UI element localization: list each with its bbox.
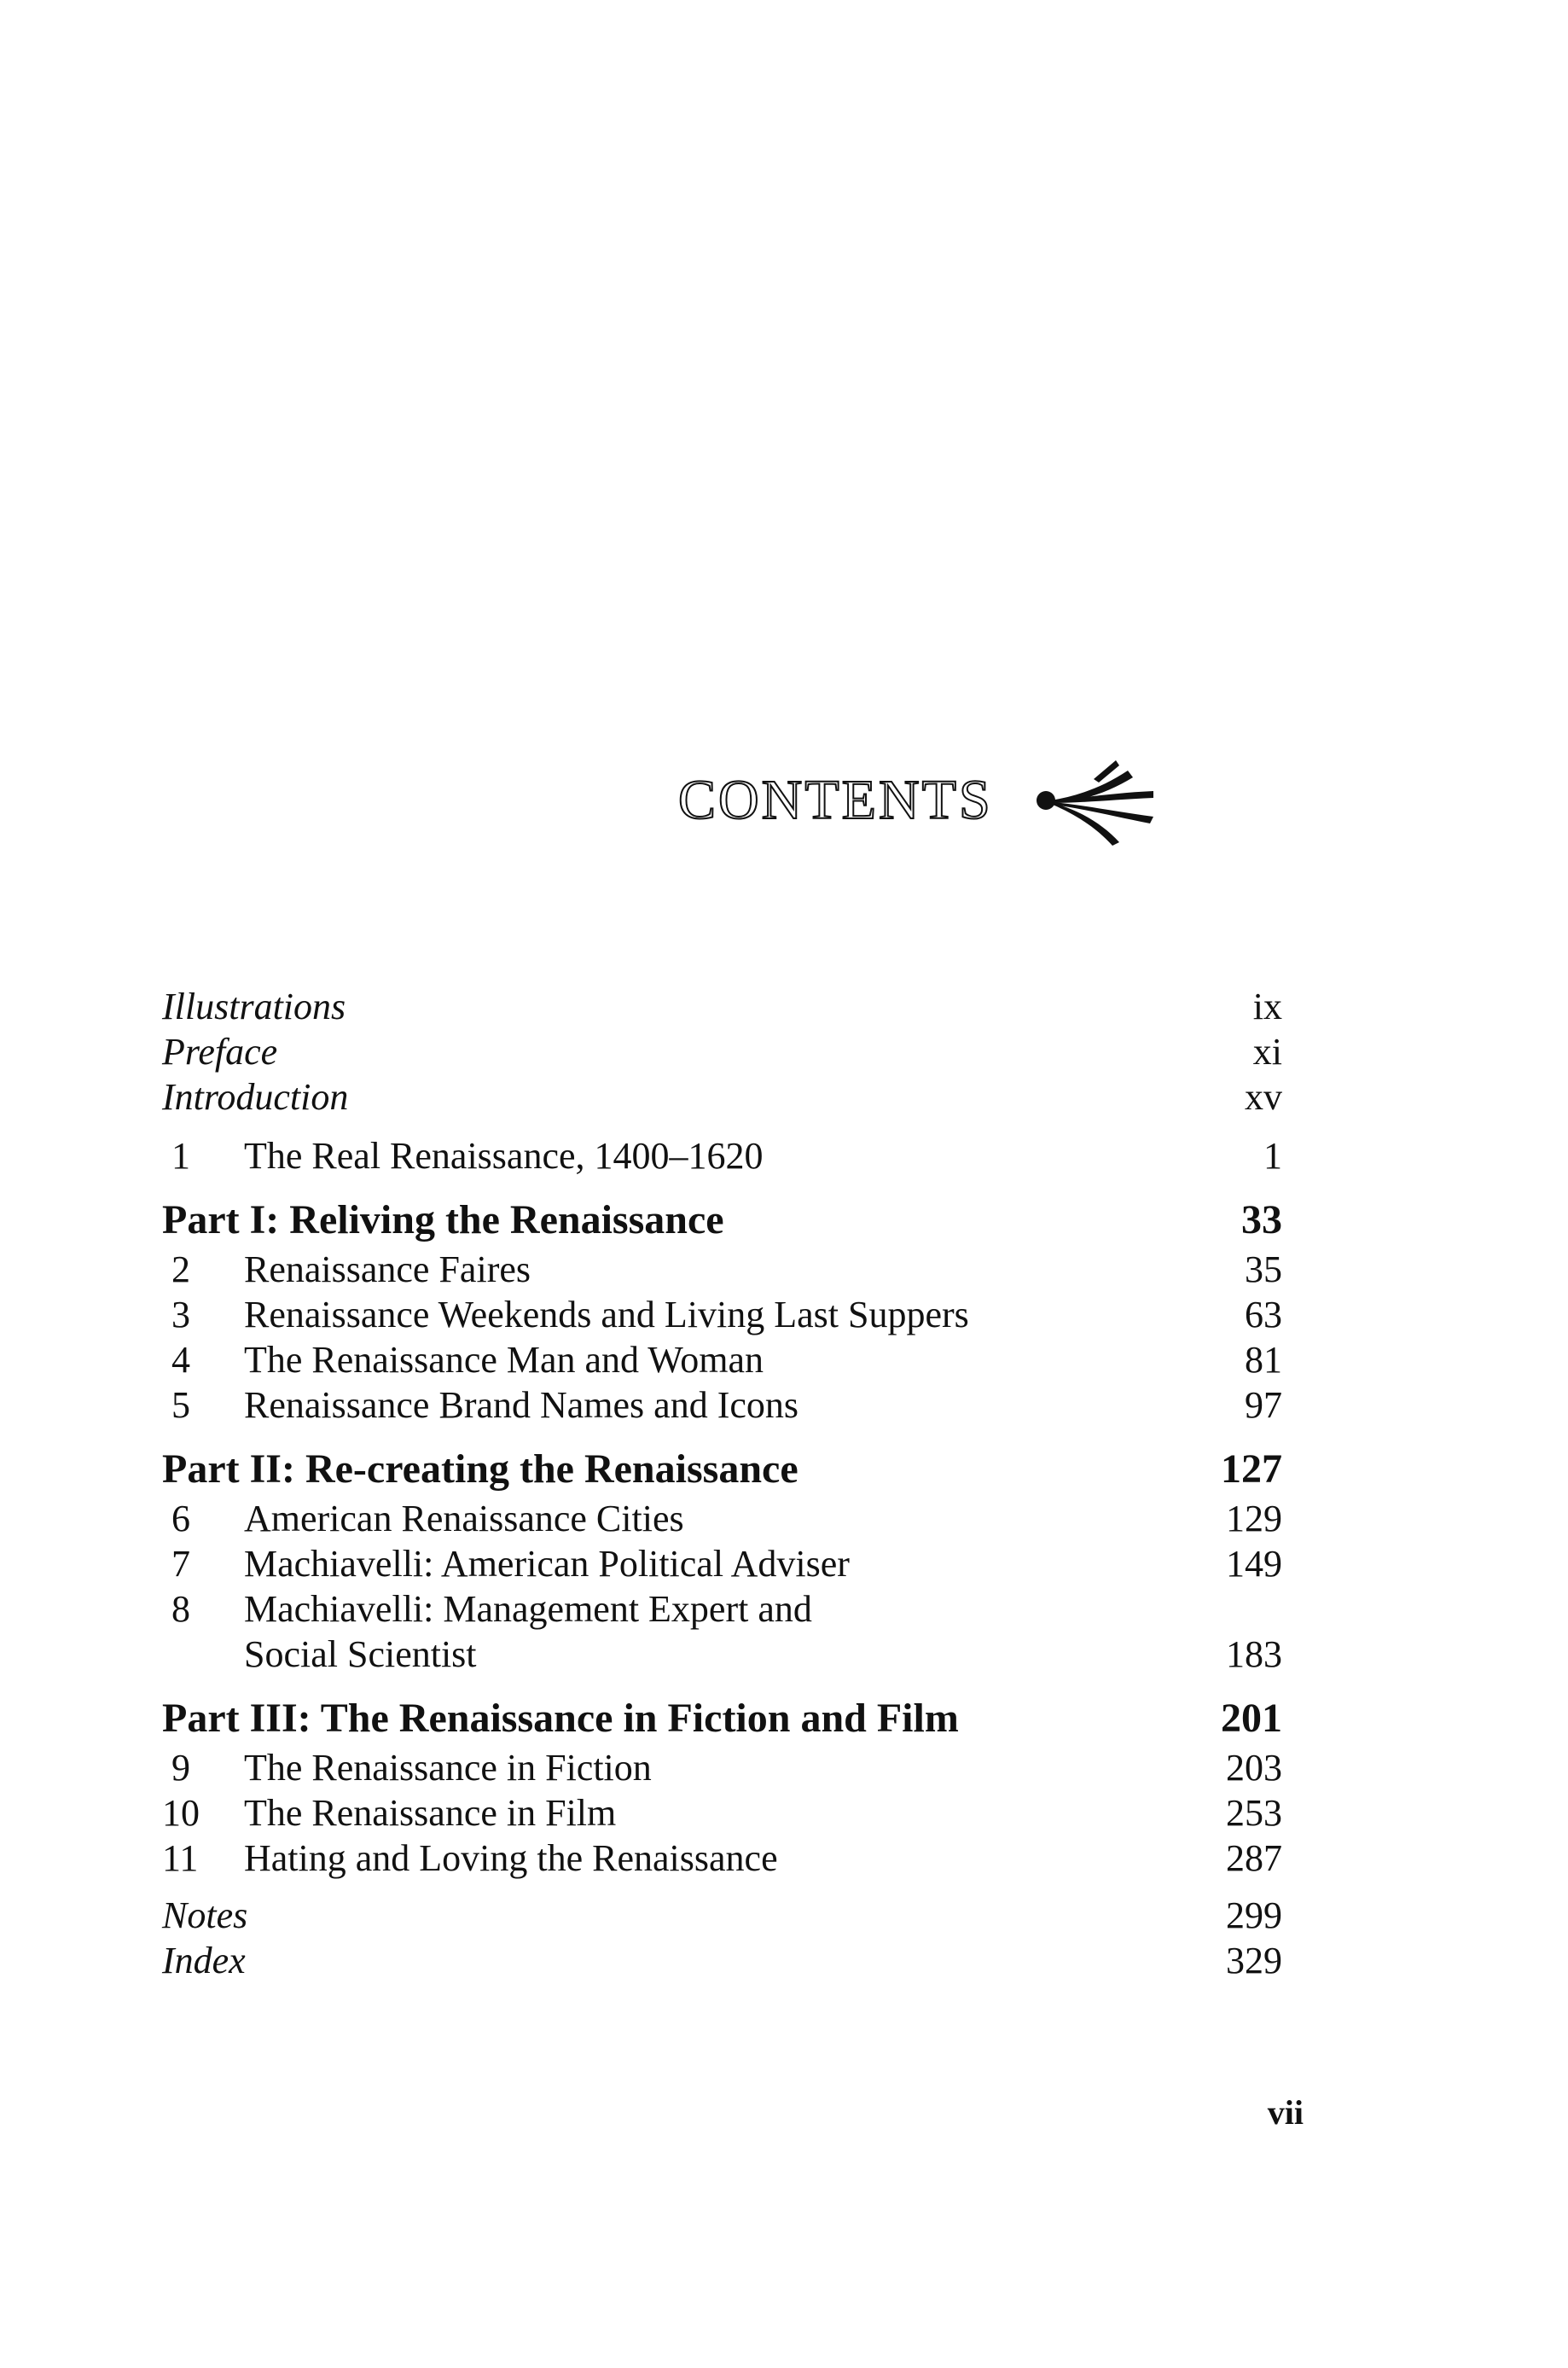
toc-part-title: Part III: The Renaissance in Fiction and Film <box>162 1696 959 1741</box>
toc-entry-page: ix <box>1252 986 1282 1027</box>
toc-chapter-number: 8 <box>171 1588 190 1630</box>
toc-entry-page: 97 <box>1245 1384 1282 1426</box>
toc-part-2[interactable] <box>162 1443 1282 1496</box>
toc-part-title: Part II: Re-creating the Renaissance <box>162 1446 799 1492</box>
toc-entry-page: 1 <box>1263 1135 1282 1177</box>
toc-entry-chapter-6[interactable] <box>162 1496 1282 1541</box>
toc-entry-page: 35 <box>1245 1248 1282 1290</box>
contents-heading <box>678 762 1162 839</box>
toc-entry-title: Introduction <box>162 1076 349 1118</box>
toc-entry-title: Hating and Loving the Renaissance <box>244 1837 778 1879</box>
toc-entry-chapter-3[interactable] <box>162 1292 1282 1337</box>
toc-entry-page: 129 <box>1226 1498 1282 1539</box>
toc-entry-title: The Renaissance in Fiction <box>244 1747 652 1789</box>
toc-entry-title: The Renaissance Man and Woman <box>244 1339 764 1381</box>
toc-chapter-number: 5 <box>171 1384 190 1426</box>
toc-entry-chapter-8[interactable] <box>162 1586 1282 1632</box>
fleuron-ornament-icon <box>1034 753 1162 847</box>
toc-entry-preface[interactable] <box>162 1029 1282 1074</box>
toc-entry-title: Machiavelli: Management Expert and <box>244 1588 812 1630</box>
toc-entry-index[interactable] <box>162 1938 1282 1983</box>
toc-entry-introduction[interactable] <box>162 1074 1282 1120</box>
toc-entry-page: 287 <box>1226 1837 1282 1879</box>
toc-entry-chapter-11[interactable] <box>162 1836 1282 1881</box>
toc-chapter-number: 9 <box>171 1747 190 1789</box>
toc-entry-title: Machiavelli: American Political Adviser <box>244 1543 850 1585</box>
toc-chapter-number: 7 <box>171 1543 190 1585</box>
toc-entry-chapter-10[interactable] <box>162 1790 1282 1836</box>
toc-entry-chapter-7[interactable] <box>162 1541 1282 1586</box>
toc-entry-title: Index <box>162 1940 246 1981</box>
toc-entry-title: Notes <box>162 1894 248 1936</box>
toc-entry-page: 201 <box>1221 1696 1282 1741</box>
toc-entry-chapter-9[interactable] <box>162 1745 1282 1790</box>
toc-entry-page: 149 <box>1226 1543 1282 1585</box>
page-folio: vii <box>1267 2093 1304 2132</box>
toc-entry-title: Renaissance Weekends and Living Last Suppers <box>244 1294 969 1335</box>
toc-entry-notes[interactable] <box>162 1893 1282 1938</box>
toc-entry-title: Renaissance Faires <box>244 1248 531 1290</box>
toc-entry-title: Illustrations <box>162 986 346 1027</box>
toc-part-1[interactable] <box>162 1194 1282 1247</box>
toc-chapter-number: 2 <box>171 1248 190 1290</box>
toc-part-title: Part I: Reliving the Renaissance <box>162 1197 724 1242</box>
toc-entry-chapter-8-continued[interactable] <box>162 1632 1282 1677</box>
toc-entry-chapter-1[interactable] <box>162 1133 1282 1178</box>
toc-entry-page: 253 <box>1226 1792 1282 1834</box>
toc-entry-page: 33 <box>1241 1197 1282 1242</box>
toc-chapter-number: 3 <box>171 1294 190 1335</box>
toc-entry-page: 81 <box>1245 1339 1282 1381</box>
toc-entry-page: xi <box>1252 1031 1282 1073</box>
toc-entry-page: xv <box>1245 1076 1282 1118</box>
toc-chapter-number: 4 <box>171 1339 190 1381</box>
toc-chapter-number: 10 <box>162 1792 200 1834</box>
toc-part-3[interactable] <box>162 1692 1282 1745</box>
toc-entry-title: The Real Renaissance, 1400–1620 <box>244 1135 764 1177</box>
toc-entry-page: 127 <box>1221 1446 1282 1492</box>
toc-chapter-number: 1 <box>171 1135 190 1177</box>
toc-entry-title: The Renaissance in Film <box>244 1792 617 1834</box>
table-of-contents <box>162 984 1282 1983</box>
toc-entry-page: 299 <box>1226 1894 1282 1936</box>
toc-entry-page: 183 <box>1226 1633 1282 1675</box>
toc-entry-chapter-2[interactable] <box>162 1247 1282 1292</box>
toc-entry-chapter-4[interactable] <box>162 1337 1282 1382</box>
page-title: CONTENTS <box>678 769 993 831</box>
toc-entry-illustrations[interactable] <box>162 984 1282 1029</box>
toc-entry-page: 203 <box>1226 1747 1282 1789</box>
toc-entry-title: Preface <box>162 1031 278 1073</box>
toc-chapter-number: 11 <box>162 1837 199 1879</box>
toc-chapter-number: 6 <box>171 1498 190 1539</box>
toc-entry-title: American Renaissance Cities <box>244 1498 684 1539</box>
toc-entry-title-line2: Social Scientist <box>244 1633 477 1675</box>
toc-entry-page: 329 <box>1226 1940 1282 1981</box>
toc-entry-chapter-5[interactable] <box>162 1382 1282 1428</box>
toc-entry-page: 63 <box>1245 1294 1282 1335</box>
toc-entry-title: Renaissance Brand Names and Icons <box>244 1384 799 1426</box>
